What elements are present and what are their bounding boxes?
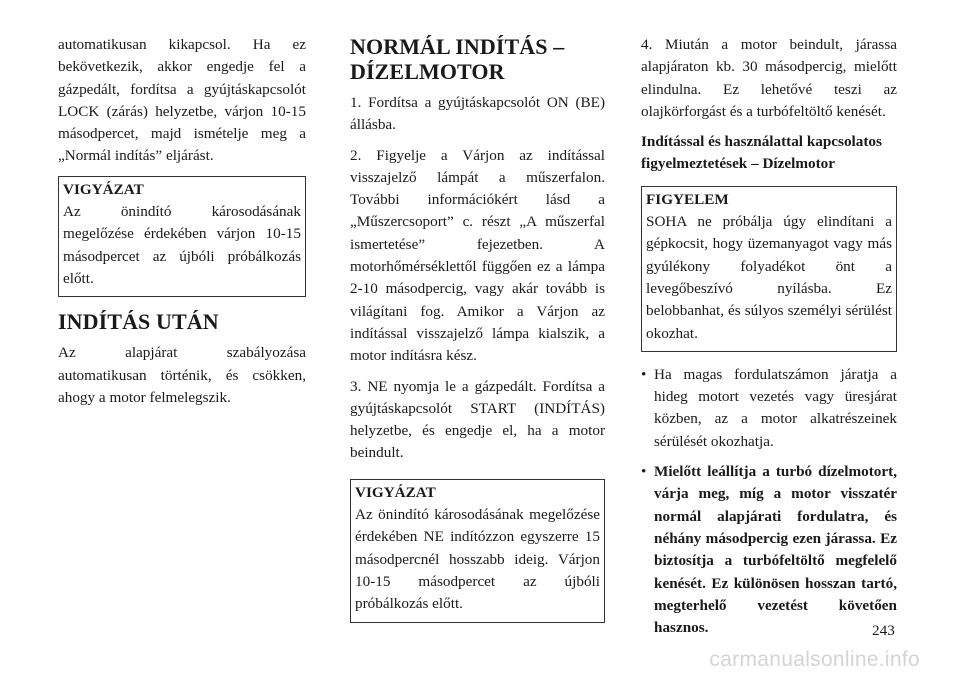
section-heading-diesel-start: NORMÁL INDÍTÁS – DÍZELMOTOR bbox=[350, 34, 565, 84]
list-item-text: Ha magas fordulatszámon járatja a hideg motort vezetés vagy üresjárat közben, az a motor alkatrészeinek sérülését okozhatja. bbox=[654, 365, 897, 450]
step-4: 4. Miután a motor beindult, járassa alapjáraton kb. 30 másodpercig, mielőtt elindulna. Ez lehetővé teszi az olajkörforgást és a turbófeltöltő kenését. bbox=[641, 36, 897, 120]
right-column bbox=[641, 34, 897, 647]
bullet-icon: • bbox=[641, 365, 647, 383]
list-item bbox=[641, 364, 897, 453]
caution-title: VIGYÁZAT bbox=[63, 180, 144, 198]
left-column bbox=[58, 34, 306, 417]
paragraph-idle: Az alapjárat szabályozása automatikusan történik, és csökken, ahogy a motor felmelegszik. bbox=[58, 344, 306, 406]
caution-text: Az önindító károsodásának megelőzése érdekében várjon 10-15 másodpercet az újbóli próbálkozás előtt. bbox=[63, 203, 301, 287]
warning-list bbox=[641, 364, 897, 640]
list-item bbox=[641, 461, 897, 639]
middle-column bbox=[350, 34, 605, 635]
caution-text-2: Az önindító károsodásának megelőzése érdekében NE indítózzon egyszerre 15 másodpercnél hosszabb ideig. Várjon 10-15 másodpercet az újbóli próbálkozás előtt. bbox=[355, 506, 600, 613]
step-2: 2. Figyelje a Várjon az indítással visszajelző lámpát a műszerfalon. További információkért lásd a „Műszercsoport” c. részt „A műszerfal ismertetése” fejezetben. A motorhőmérséklettől függően ez a lámpa 2-10 másodpercig, vagy akár tovább is világítani fog. Amikor a Várjon az indítással visszajelző lámpa kialszik, a motor indításra kész. bbox=[350, 146, 605, 365]
page-number: 243 bbox=[872, 622, 895, 639]
subheading-warnings: Indítással és használattal kapcsolatos figyelmeztetések – Dízelmotor bbox=[641, 133, 882, 173]
paragraph-continued: automatikusan kikapcsol. Ha ez bekövetkezik, akkor engedje fel a gázpedált, fordítsa a gyújtáskapcsolót LOCK (zárás) helyzetbe, várjon 10-15 másodpercet, majd ismételje meg a „Normál indítás” eljárást. bbox=[58, 36, 306, 165]
warning-text: SOHA ne próbálja úgy elindítani a gépkocsit, hogy üzemanyagot vagy más gyúlékony folyadékot önt a levegőbeszívó nyílásba. Ez belobbanhat, és súlyos személyi sérülést okozhat. bbox=[646, 213, 892, 342]
section-heading-after-start: INDÍTÁS UTÁN bbox=[58, 309, 219, 335]
warning-box bbox=[641, 186, 897, 352]
step-3: 3. NE nyomja le a gázpedált. Fordítsa a gyújtáskapcsolót START (INDÍTÁS) helyzetbe, és engedje el, ha a motor beindult. bbox=[350, 377, 605, 462]
caution-title-2: VIGYÁZAT bbox=[355, 483, 436, 501]
bullet-icon: • bbox=[641, 463, 647, 481]
list-item-text: Mielőtt leállítja a turbó dízelmotort, várja meg, míg a motor visszatér normál alapjárati fordulatra, és néhány másodpercig ezen járassa. Ez biztosítja a turbófeltöltő megfelelő kenését. Ez különösen hosszan tartó, megterhelő vezetést követően hasznos. bbox=[654, 463, 897, 637]
watermark: carmanualsonline.info bbox=[709, 648, 920, 671]
caution-box bbox=[58, 176, 306, 297]
step-1: 1. Fordítsa a gyújtáskapcsolót ON (BE) állásba. bbox=[350, 94, 605, 134]
warning-title: FIGYELEM bbox=[646, 190, 729, 208]
caution-box-2 bbox=[350, 479, 605, 623]
